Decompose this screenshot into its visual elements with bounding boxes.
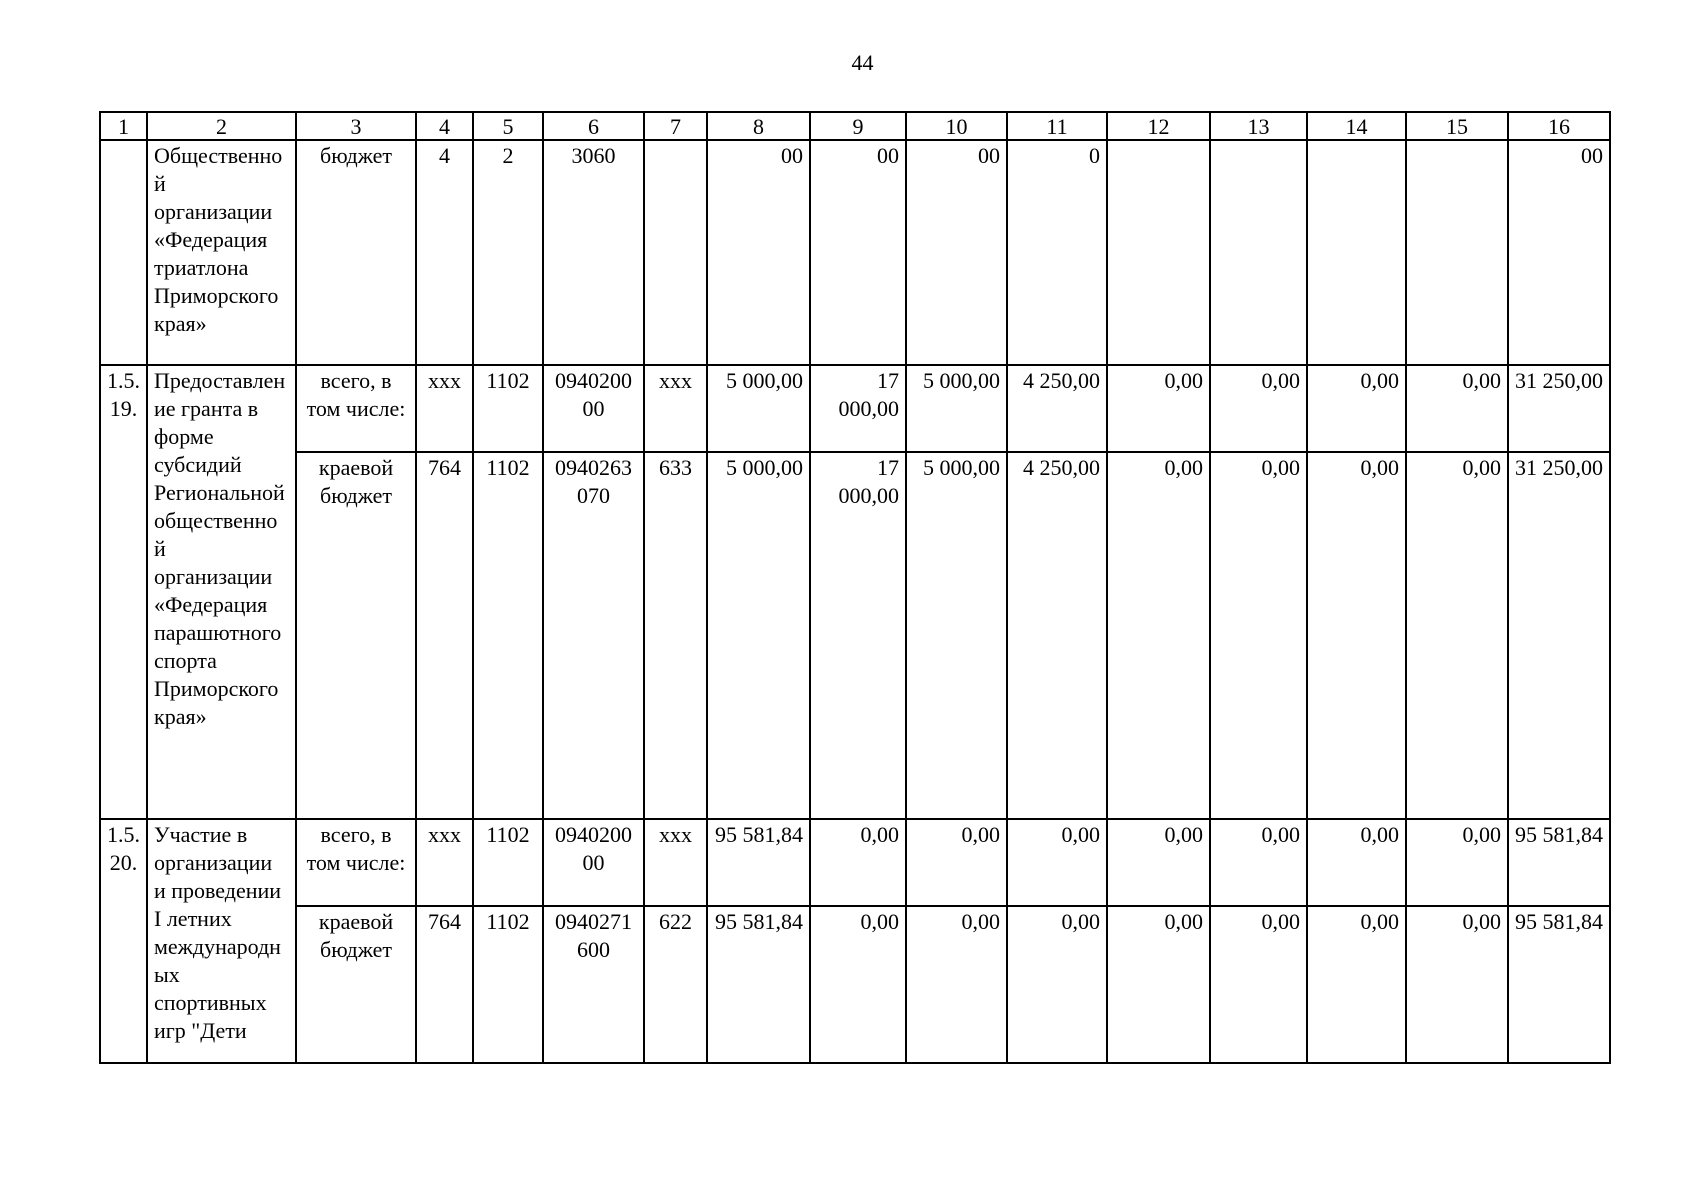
budget-table bbox=[99, 111, 1611, 1064]
table-cell: 31 250,00 bbox=[1508, 365, 1610, 452]
table-cell: 00 bbox=[1508, 140, 1610, 365]
table-cell: 31 250,00 bbox=[1508, 452, 1610, 819]
column-header: 10 bbox=[906, 112, 1007, 140]
table-cell: 0,00 bbox=[1107, 906, 1210, 1063]
table-cell: 0,00 bbox=[1406, 452, 1508, 819]
column-header: 8 bbox=[707, 112, 810, 140]
table-cell: 3060 bbox=[543, 140, 644, 365]
table-cell bbox=[644, 140, 707, 365]
activity-name: Участие в организации и проведении I летних международных спортивных игр "Дети bbox=[147, 819, 296, 1063]
table-cell bbox=[1107, 140, 1210, 365]
table-cell: 0,00 bbox=[810, 906, 906, 1063]
table-cell: 5 000,00 bbox=[707, 365, 810, 452]
table-row bbox=[100, 819, 1610, 906]
table-cell: 0,00 bbox=[1210, 819, 1307, 906]
column-header: 9 bbox=[810, 112, 906, 140]
table-cell: 00 bbox=[707, 140, 810, 365]
activity-name: Общественной организации «Федерация триатлона Приморского края» bbox=[147, 140, 296, 365]
table-cell: 0940271600 bbox=[543, 906, 644, 1063]
table-row bbox=[100, 140, 1610, 365]
table-cell: 0,00 bbox=[906, 906, 1007, 1063]
column-header: 15 bbox=[1406, 112, 1508, 140]
funding-source: всего, в том числе: bbox=[296, 365, 416, 452]
table-cell: 0,00 bbox=[1210, 365, 1307, 452]
column-header: 13 bbox=[1210, 112, 1307, 140]
table-cell: 0,00 bbox=[1307, 365, 1406, 452]
activity-name: Предоставление гранта в форме субсидий Региональной общественной организации «Федерация парашютного спорта Приморского края» bbox=[147, 365, 296, 819]
table-cell: 0,00 bbox=[1107, 365, 1210, 452]
table-cell: 0,00 bbox=[1210, 452, 1307, 819]
table-cell: 95 581,84 bbox=[1508, 819, 1610, 906]
table-cell: 00 bbox=[906, 140, 1007, 365]
table-cell: 4 bbox=[416, 140, 473, 365]
table-cell: 094020000 bbox=[543, 819, 644, 906]
table-cell: 1102 bbox=[473, 819, 543, 906]
column-header: 16 bbox=[1508, 112, 1610, 140]
column-header: 5 bbox=[473, 112, 543, 140]
header-row bbox=[100, 112, 1610, 140]
table-cell: 0,00 bbox=[1406, 819, 1508, 906]
funding-source: краевой бюджет bbox=[296, 452, 416, 819]
table-cell: 2 bbox=[473, 140, 543, 365]
table-row bbox=[100, 906, 1610, 1063]
table-cell: 0,00 bbox=[1406, 906, 1508, 1063]
table-cell: 764 bbox=[416, 906, 473, 1063]
column-header: 1 bbox=[100, 112, 147, 140]
table-cell: 5 000,00 bbox=[906, 452, 1007, 819]
table-cell: 1102 bbox=[473, 452, 543, 819]
table-cell: 0,00 bbox=[1307, 452, 1406, 819]
table-cell: 0,00 bbox=[1307, 819, 1406, 906]
table-cell: 00 bbox=[810, 140, 906, 365]
table-cell: 622 bbox=[644, 906, 707, 1063]
table-cell: 95 581,84 bbox=[1508, 906, 1610, 1063]
table-cell: 0,00 bbox=[1107, 819, 1210, 906]
table-cell: 95 581,84 bbox=[707, 906, 810, 1063]
table-cell: 094020000 bbox=[543, 365, 644, 452]
table-row bbox=[100, 452, 1610, 819]
column-header: 14 bbox=[1307, 112, 1406, 140]
table-cell: ххх bbox=[644, 819, 707, 906]
column-header: 12 bbox=[1107, 112, 1210, 140]
table-cell: 0,00 bbox=[1007, 819, 1107, 906]
funding-source: всего, в том числе: bbox=[296, 819, 416, 906]
page-number: 44 bbox=[851, 50, 874, 75]
table-cell bbox=[1406, 140, 1508, 365]
table-cell: 0,00 bbox=[1210, 906, 1307, 1063]
table-cell: 633 bbox=[644, 452, 707, 819]
row-number bbox=[100, 140, 147, 365]
table-cell: 17 000,00 bbox=[810, 452, 906, 819]
table-cell: 17 000,00 bbox=[810, 365, 906, 452]
column-header: 11 bbox=[1007, 112, 1107, 140]
table-cell: 0940263070 bbox=[543, 452, 644, 819]
column-header: 3 bbox=[296, 112, 416, 140]
table-cell bbox=[1210, 140, 1307, 365]
funding-source: краевой бюджет bbox=[296, 906, 416, 1063]
table-row bbox=[100, 365, 1610, 452]
column-header: 4 bbox=[416, 112, 473, 140]
column-header: 7 bbox=[644, 112, 707, 140]
table-cell: 4 250,00 bbox=[1007, 365, 1107, 452]
table-cell: 0,00 bbox=[1107, 452, 1210, 819]
table-cell: 0,00 bbox=[1007, 906, 1107, 1063]
table-cell: 5 000,00 bbox=[707, 452, 810, 819]
table-cell: 1102 bbox=[473, 365, 543, 452]
column-header: 2 bbox=[147, 112, 296, 140]
table-cell: ххх bbox=[416, 365, 473, 452]
table-cell: ххх bbox=[416, 819, 473, 906]
table-cell: 0 bbox=[1007, 140, 1107, 365]
column-header: 6 bbox=[543, 112, 644, 140]
table-cell bbox=[1307, 140, 1406, 365]
funding-source: бюджет bbox=[296, 140, 416, 365]
table-cell: 1102 bbox=[473, 906, 543, 1063]
table-cell: 4 250,00 bbox=[1007, 452, 1107, 819]
table-cell: ххх bbox=[644, 365, 707, 452]
table-cell: 0,00 bbox=[810, 819, 906, 906]
table-cell: 0,00 bbox=[1307, 906, 1406, 1063]
table-cell: 764 bbox=[416, 452, 473, 819]
table-cell: 95 581,84 bbox=[707, 819, 810, 906]
table-cell: 0,00 bbox=[906, 819, 1007, 906]
table-cell: 0,00 bbox=[1406, 365, 1508, 452]
table-cell: 5 000,00 bbox=[906, 365, 1007, 452]
row-number: 1.5.19. bbox=[100, 365, 147, 819]
row-number: 1.5.20. bbox=[100, 819, 147, 1063]
